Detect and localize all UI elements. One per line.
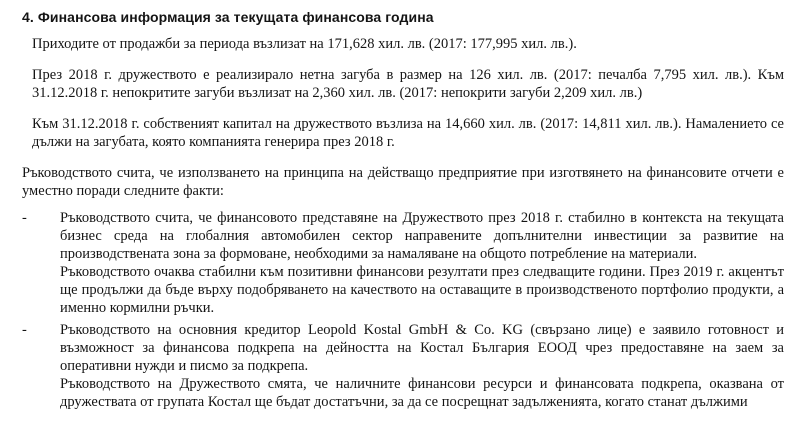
paragraph-going-concern: Ръководството счита, че използването на принципа на действащо предприятие при изготвянето на финансовите отчети е уместно поради следните факти: xyxy=(22,165,784,199)
bullet-item-financial-support xyxy=(22,321,784,411)
bullet-text-performance: Ръководството счита, че финансовото представяне на Дружеството през 2018 г. стабилно в контекста на текущата бизнес среда на глобалния автомобилен сектор направените допълнителни инвестиции за развитие на производствената зона за формоване, необходими за намаляване на общото потребление на материали. xyxy=(60,210,784,262)
bullet-body xyxy=(60,209,784,317)
bullet-body xyxy=(60,321,784,411)
paragraph-sales-revenue: Приходите от продажби за периода възлизат на 171,628 хил. лв. (2017: 177,995 хил. лв.). xyxy=(32,36,577,52)
bullet-text-creditor-support: Ръководството на основния кредитор Leopold Kostal GmbH & Co. KG (свързано лице) е заявило готовност и възможност за финансова подкрепа на дейността на Костал България ЕООД чрез предоставяне на заем за оперативни нужди и писмо за подкрепа. xyxy=(60,322,784,374)
bullet-marker: - xyxy=(22,322,27,338)
bullet-text-outlook: Ръководството очаква стабилни към позитивни финансови резултати през следващите години. През 2019 г. акцентът ще продължи да бъде върху подобряването на качеството на оставащите в производственото портфолио продукти, а именно кормилни ръчки. xyxy=(60,264,784,316)
bullet-item-financial-performance xyxy=(22,209,784,317)
section-heading: 4. Финансова информация за текущата финансова година xyxy=(22,9,434,25)
paragraph-equity: Към 31.12.2018 г. собственият капитал на дружеството възлиза на 14,660 хил. лв. (2017: 14,811 хил. лв.). Намалението се дължи на загубата, която компанията генерира през 2018 г. xyxy=(32,116,784,150)
bullet-marker: - xyxy=(22,210,27,226)
paragraph-net-loss: През 2018 г. дружеството е реализирало нетна загуба в размер на 126 хил. лв. (2017: печалба 7,795 хил. лв.). Към 31.12.2018 г. непокритите загуби възлизат на 2,360 хил. лв. (2017: непокрити загуби 2,209 хил. лв.) xyxy=(32,67,784,101)
bullet-text-resources-sufficient: Ръководството на Дружеството смята, че наличните финансови ресурси и финансовата подкрепа, оказвана от дружествата от групата Костал ще бъдат достатъчни, за да се посрещнат задълженията, когато станат дължими xyxy=(60,376,784,410)
